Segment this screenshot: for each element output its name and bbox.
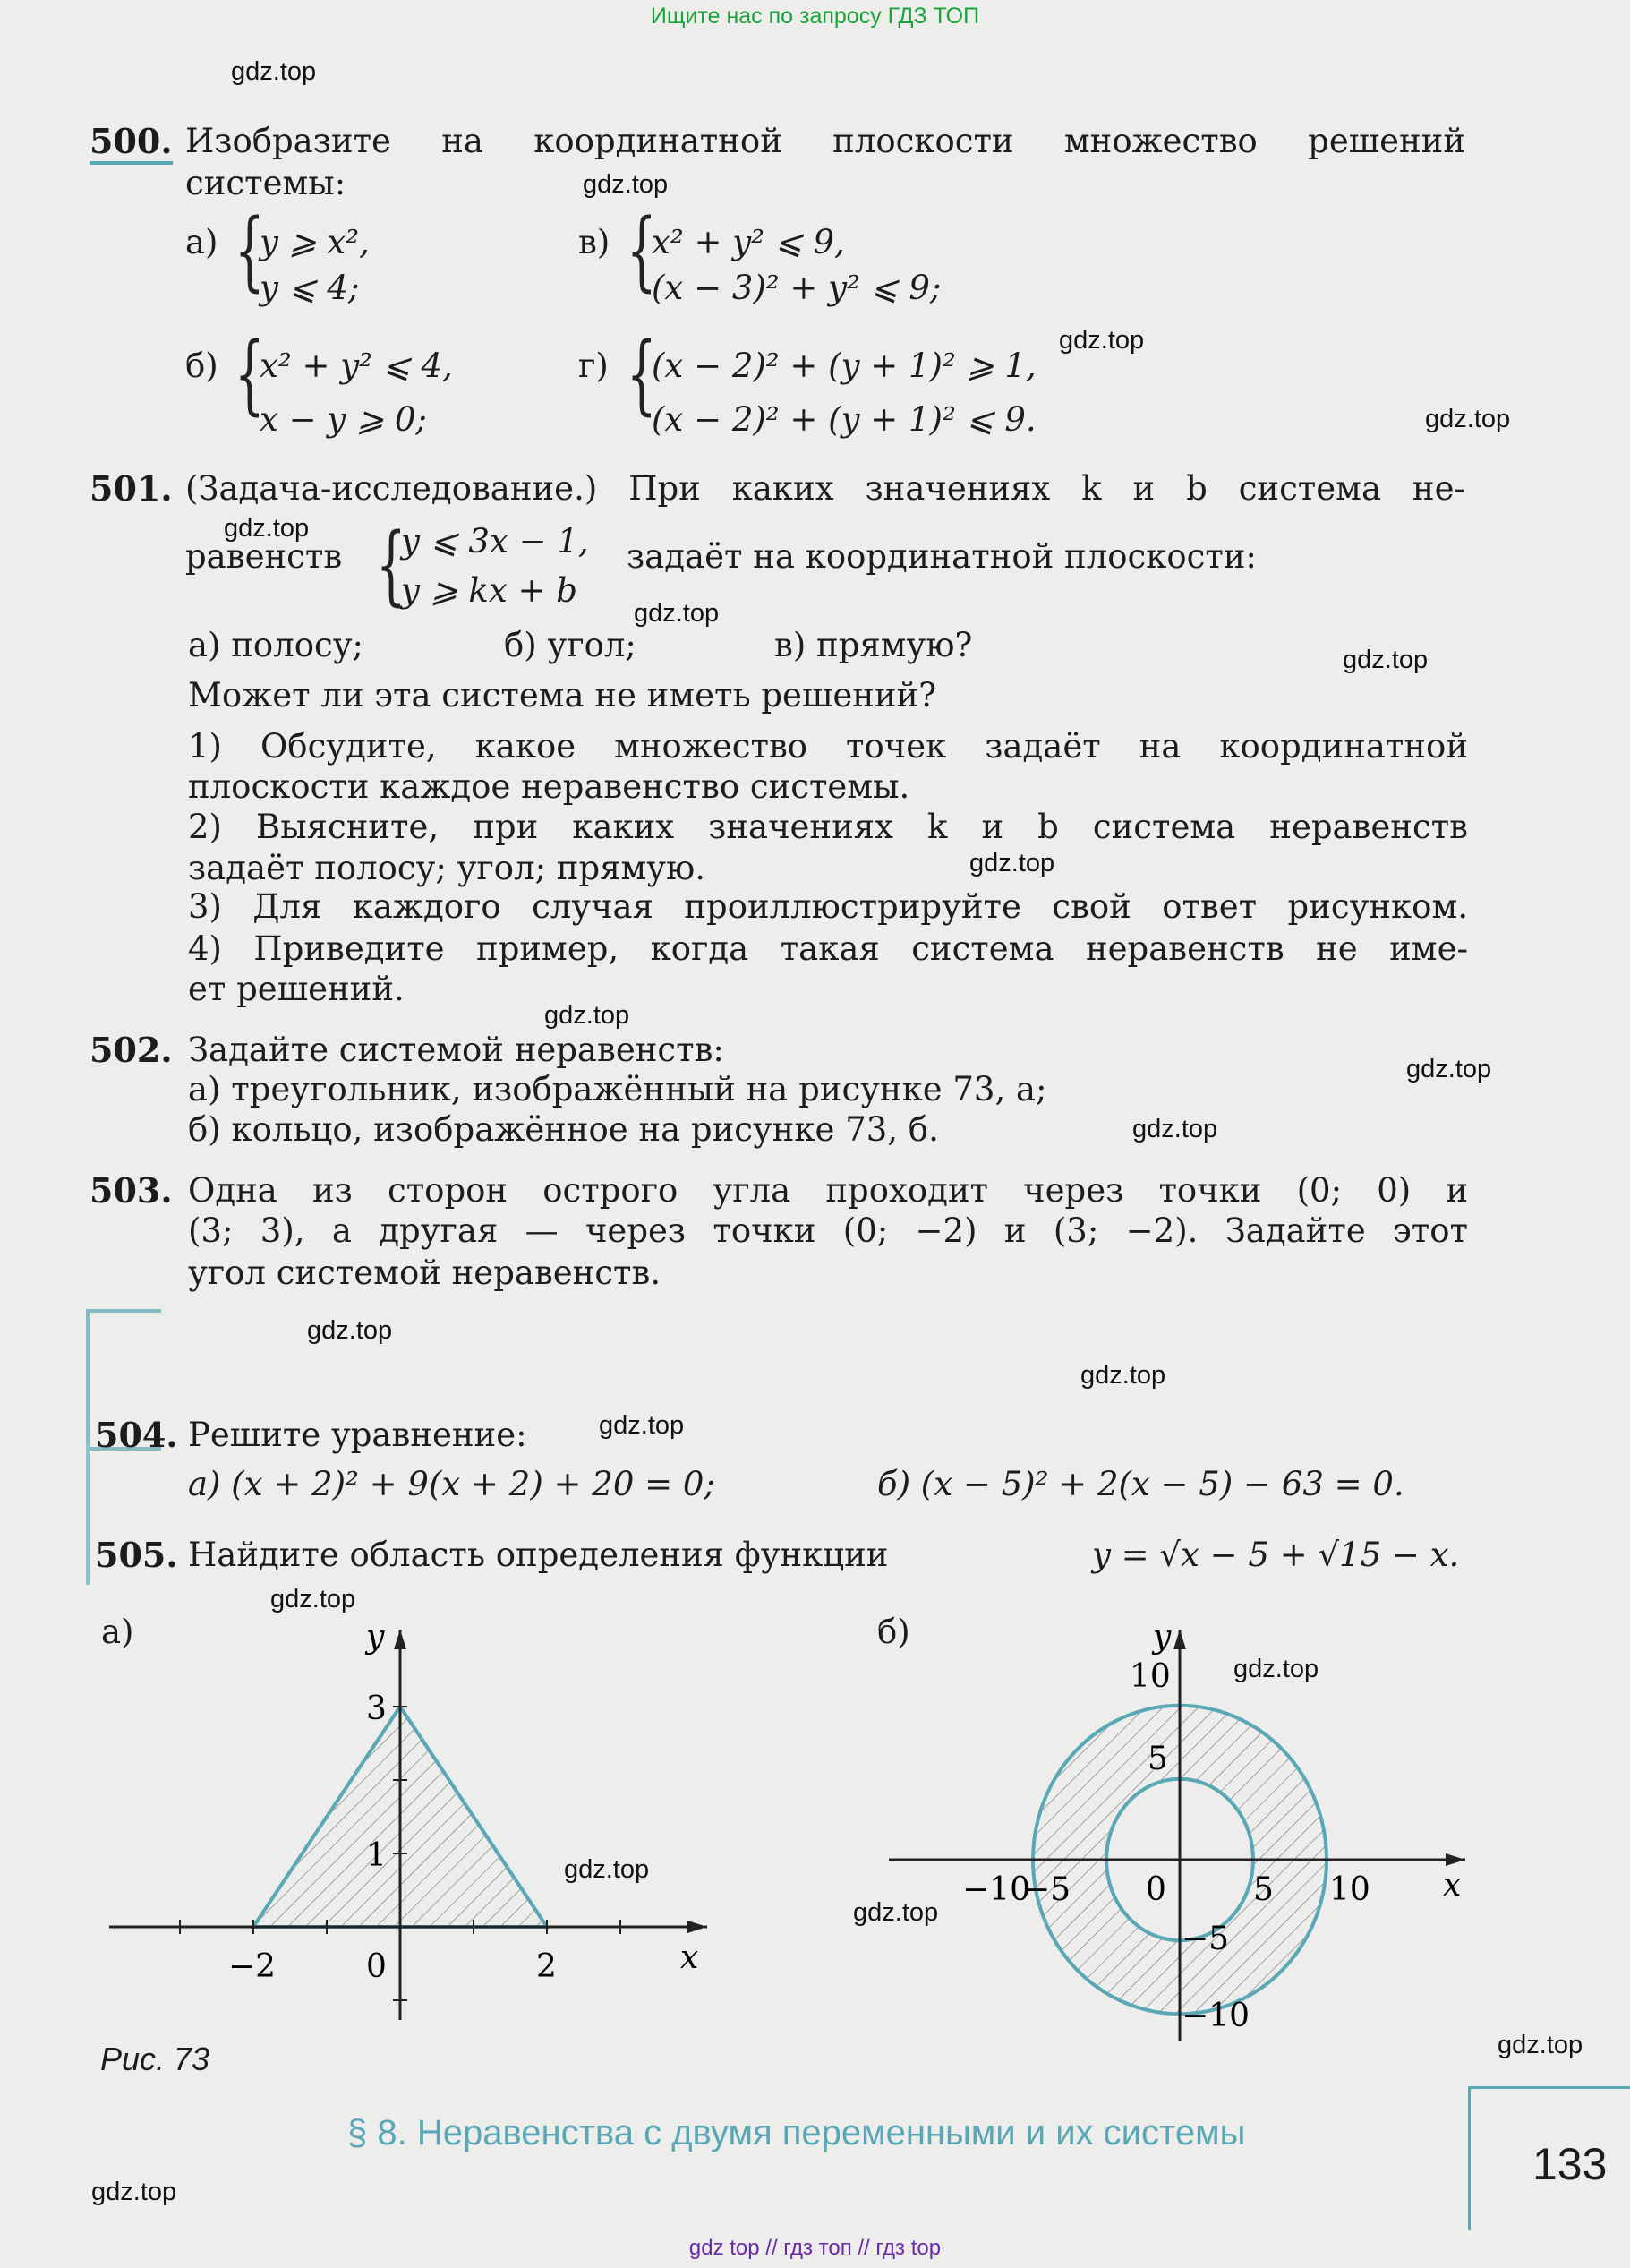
problem-500-text-2: системы: xyxy=(185,164,346,202)
watermark: gdz.top xyxy=(583,170,669,199)
watermark: gdz.top xyxy=(634,599,720,628)
x-tick-label: 0 xyxy=(366,1948,387,1985)
p501-step2-2: задаёт полосу; угол; прямую. xyxy=(188,849,706,887)
x-tick-label: −10 xyxy=(962,1871,1030,1908)
figure-a-label: а) xyxy=(101,1613,134,1651)
watermark: gdz.top xyxy=(1343,646,1429,674)
x-tick-label: 10 xyxy=(1329,1871,1370,1908)
p501-step1: 1) Обсудите, какое множество точек задаёт на координатной xyxy=(188,727,1468,766)
p500-g-row1: (x − 2)² + (y + 1)² ⩾ 1, xyxy=(652,347,1037,385)
problem-number-503: 503. xyxy=(90,1170,173,1211)
p501-option-v: в) прямую? xyxy=(774,626,973,664)
p501-option-a: а) полосу; xyxy=(188,626,363,664)
p501-step4: 4) Приведите пример, когда такая система неравенств не име- xyxy=(188,929,1468,968)
y-tick-label: −10 xyxy=(1182,1998,1250,2034)
problem-501-text: (Задача-исследование.) При каких значениях k и b система не- xyxy=(185,469,1465,508)
margin-line xyxy=(86,1442,90,1585)
x-tick-label: 0 xyxy=(1146,1871,1166,1908)
p500-a-row1: y ⩾ x², xyxy=(260,223,370,261)
p501-step2: 2) Выясните, при каких значениях k и b система неравенств xyxy=(188,808,1468,846)
bottom-banner[interactable]: gdz top // гдз топ // гдз top xyxy=(688,2236,942,2260)
x-axis-arrow xyxy=(687,1921,707,1933)
x-axis-arrow xyxy=(1446,1853,1465,1866)
watermark: gdz.top xyxy=(564,1855,650,1884)
watermark: gdz.top xyxy=(224,514,310,543)
p501-step3: 3) Для каждого случая проиллюстрируйте свой ответ рисунком. xyxy=(188,887,1468,926)
p500-b-row2: x − y ⩾ 0; xyxy=(260,400,427,439)
watermark: gdz.top xyxy=(1233,1655,1319,1683)
brace: { xyxy=(627,201,657,301)
brace: { xyxy=(376,515,406,615)
problem-503-text-2: (3; 3), а другая — через точки (0; −2) и (3; −2). Задайте этот xyxy=(188,1211,1468,1250)
figure-73 xyxy=(0,1594,1630,2077)
p502-b: б) кольцо, изображённое на рисунке 73, б. xyxy=(188,1110,939,1149)
problem-502-text: Задайте системой неравенств: xyxy=(188,1031,724,1069)
p500-b-label: б) xyxy=(185,347,218,385)
watermark: gdz.top xyxy=(1425,405,1511,433)
y-axis-label: y xyxy=(1153,1619,1172,1656)
y-tick-label: −5 xyxy=(1182,1921,1230,1957)
p502-a: а) треугольник, изображённый на рисунке 73, а; xyxy=(188,1070,1047,1108)
x-tick-label: −5 xyxy=(1023,1871,1071,1908)
watermark: gdz.top xyxy=(231,57,317,86)
y-tick-label: 3 xyxy=(366,1690,387,1727)
watermark: gdz.top xyxy=(1132,1115,1218,1143)
p500-g-row2: (x − 2)² + (y + 1)² ⩽ 9. xyxy=(652,400,1037,439)
problem-number-502: 502. xyxy=(90,1030,173,1070)
p500-v-label: в) xyxy=(578,223,610,261)
brace: { xyxy=(627,324,657,424)
p501-option-b: б) угол; xyxy=(504,626,636,664)
p500-v-row1: x² + y² ⩽ 9, xyxy=(652,223,845,261)
section-footer: § 8. Неравенства с двумя переменными и их системы xyxy=(347,2113,1246,2152)
figure-b-label: б) xyxy=(877,1613,910,1651)
p500-b-row1: x² + y² ⩽ 4, xyxy=(260,347,453,385)
problem-number-504: 504. xyxy=(95,1415,178,1455)
watermark: gdz.top xyxy=(1080,1361,1166,1390)
p501-step1-2: плоскости каждое неравенство системы. xyxy=(188,767,910,806)
problem-505-text: Найдите область определения функции xyxy=(188,1536,889,1574)
x-tick-label: −2 xyxy=(228,1948,277,1985)
p501-step4-2: ет решений. xyxy=(188,970,405,1008)
watermark: gdz.top xyxy=(599,1411,685,1440)
watermark: gdz.top xyxy=(1406,1055,1492,1083)
watermark: gdz.top xyxy=(969,849,1055,877)
page-number: 133 xyxy=(1532,2139,1608,2189)
y-tick-label: 5 xyxy=(1148,1741,1168,1777)
y-tick-label: 10 xyxy=(1130,1658,1171,1695)
p500-g-label: г) xyxy=(578,347,609,385)
p500-a-label: а) xyxy=(185,223,218,261)
watermark: gdz.top xyxy=(307,1316,393,1345)
p504-b: б) (x − 5)² + 2(x − 5) − 63 = 0. xyxy=(877,1465,1404,1503)
problem-number-505: 505. xyxy=(95,1535,178,1575)
y-axis-arrow xyxy=(1173,1630,1186,1649)
watermark: gdz.top xyxy=(853,1898,939,1927)
watermark: gdz.top xyxy=(270,1585,356,1613)
problem-504-text: Решите уравнение: xyxy=(188,1416,527,1454)
watermark: gdz.top xyxy=(91,2178,177,2206)
y-axis-label: y xyxy=(366,1619,385,1656)
problem-number-500: 500. xyxy=(90,122,173,165)
problem-501-text-2b: задаёт на координатной плоскости: xyxy=(627,537,1257,576)
p501-system-row2: y ⩾ kx + b xyxy=(401,571,577,610)
x-tick-label: 2 xyxy=(536,1948,557,1985)
p501-question: Может ли эта система не иметь решений? xyxy=(188,676,937,715)
brace: { xyxy=(235,201,265,301)
problem-500-text: Изобразите на координатной плоскости множество решений xyxy=(185,122,1465,160)
brace: { xyxy=(235,324,265,424)
watermark: gdz.top xyxy=(1498,2031,1583,2059)
watermark: gdz.top xyxy=(544,1001,630,1030)
p505-formula: y = √x − 5 + √15 − x. xyxy=(1092,1536,1460,1574)
problem-501-text-2a: равенств xyxy=(185,537,343,576)
p504-a: а) (x + 2)² + 9(x + 2) + 20 = 0; xyxy=(188,1465,715,1503)
x-axis-label: x xyxy=(680,1939,699,1976)
problem-503-text: Одна из сторон острого угла проходит через точки (0; 0) и xyxy=(188,1171,1468,1210)
y-axis-arrow xyxy=(394,1630,406,1649)
x-tick-label: 5 xyxy=(1253,1871,1274,1908)
figure-caption: Рис. 73 xyxy=(100,2041,210,2077)
p500-a-row2: y ⩽ 4; xyxy=(260,269,360,307)
p501-system-row1: y ⩽ 3x − 1, xyxy=(401,522,589,561)
y-tick-label: 1 xyxy=(366,1837,387,1874)
p500-v-row2: (x − 3)² + y² ⩽ 9; xyxy=(652,269,942,307)
problem-503-text-3: угол системой неравенств. xyxy=(188,1254,661,1292)
x-axis-label: x xyxy=(1443,1867,1462,1904)
top-banner[interactable]: Ищите нас по запросу ГДЗ ТОП xyxy=(650,4,980,29)
watermark: gdz.top xyxy=(1059,326,1145,355)
problem-number-501: 501. xyxy=(90,468,173,509)
